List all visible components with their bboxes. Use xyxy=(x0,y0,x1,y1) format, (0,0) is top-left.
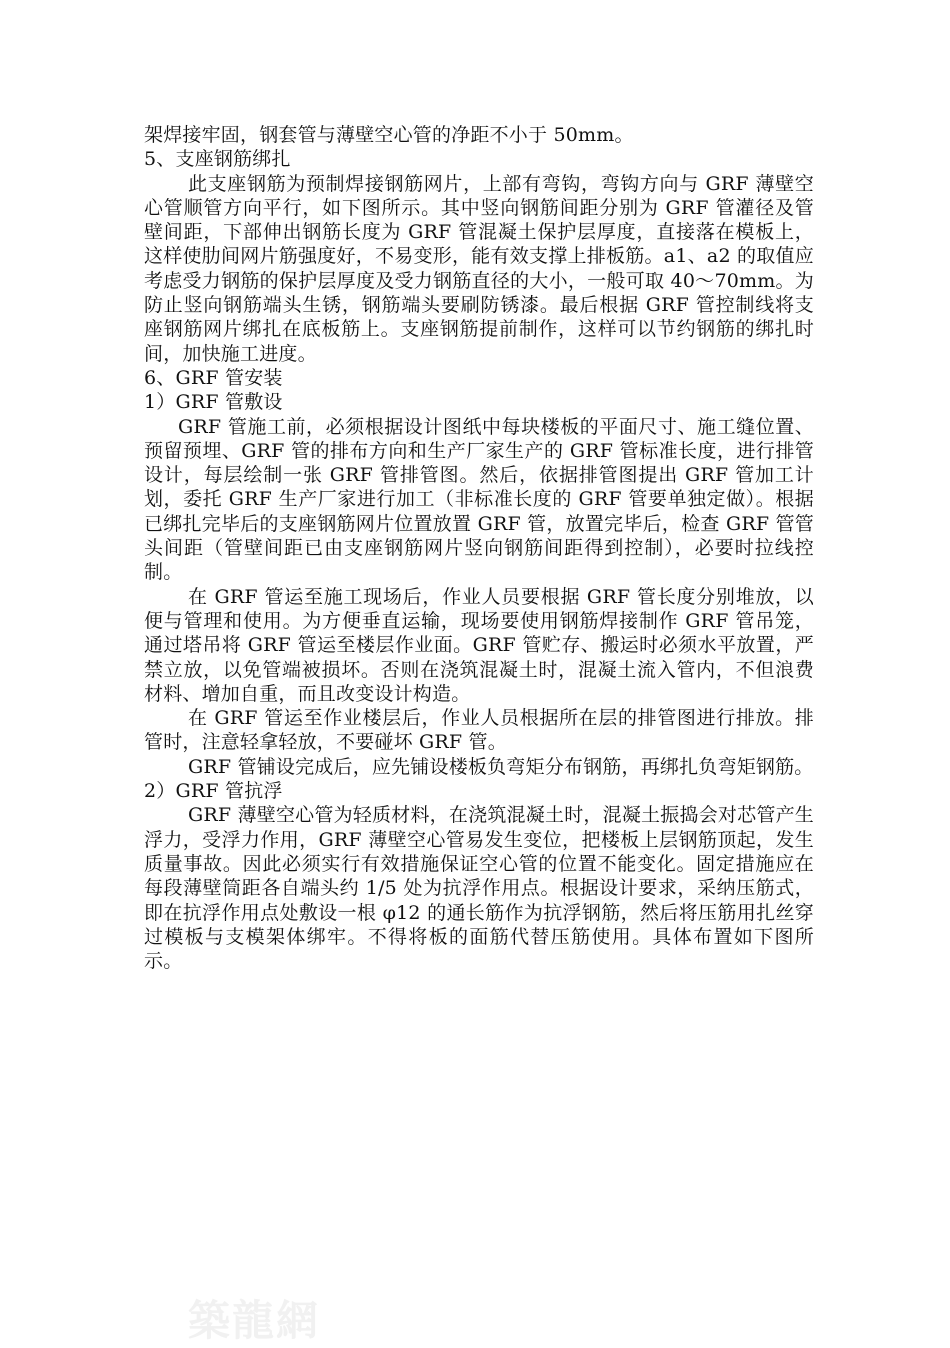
paragraph-grf-antifloat: GRF 薄壁空心管为轻质材料，在浇筑混凝土时，混凝土振捣会对芯管产生浮力，受浮力作用，GRF 薄壁空心管易发生变位，把楼板上层钢筋顶起，发生质量事故。因此必须实行有效措施保证空心管的位置不能变化。固定措施应在每段薄壁筒距各自端头约 1/5 处为抗浮作用点。根据设计要求，采纳压筋式，即在抗浮作用点处敷设一根 φ12 的通长筋作为抗浮钢筋，然后将压筋用扎丝穿过模板与支模架体绑牢。不得将板的面筋代替压筋使用。具体布置如下图所示。 xyxy=(144,804,814,973)
paragraph-continuation: 架焊接牢固，钢套管与薄壁空心管的净距不小于 50mm。 xyxy=(144,124,634,146)
paragraph-support-rebar: 此支座钢筋为预制焊接钢筋网片，上部有弯钩，弯钩方向与 GRF 薄壁空心管顺管方向平行，如下图所示。其中竖向钢筋间距分别为 GRF 管灌径及管壁间距，下部伸出钢筋长度为 GRF 管混凝土保护层厚度，直接落在模板上，这样使肋间网片筋强度好，不易变形，能有效支撑上排板筋。a1、a2 的取值应考虑受力钢筋的保护层厚度及受力钢筋直径的大小，一般可取 40～70mm。为防止竖向钢筋端头生锈，钢筋端头要刷防锈漆。最后根据 GRF 管控制线将支座钢筋网片绑扎在底板筋上。支座钢筋提前制作，这样可以节约钢筋的绑扎时间，加快施工进度。 xyxy=(144,172,814,365)
section-heading-6: 6、GRF 管安装 xyxy=(144,366,283,389)
section-heading-5: 5、支座钢筋绑扎 xyxy=(144,148,291,171)
watermark-logo: 築龍網 xyxy=(188,1296,321,1345)
subheading-grf-antifloat: 2）GRF 管抗浮 xyxy=(144,780,283,803)
paragraph-grf-laying-design: GRF 管施工前，必须根据设计图纸中每块楼板的平面尺寸、施工缝位置、预留预埋、GRF 管的排布方向和生产厂家生产的 GRF 管标准长度，进行排管设计，每层绘制一张 GRF 管排管图。然后，依据排管图提出 GRF 管加工计划，委托 GRF 生产厂家进行加工（非标准长度的 GRF 管要单独定做）。根据已绑扎完毕后的支座钢筋网片位置放置 GRF 管，放置完毕后，检查 GRF 管管头间距（管壁间距已由支座钢筋网片竖向钢筋间距得到控制），必要时拉线控制。 xyxy=(144,415,814,584)
subheading-grf-laying: 1）GRF 管敷设 xyxy=(144,391,283,414)
document-body xyxy=(144,123,814,973)
paragraph-grf-transport: 在 GRF 管运至施工现场后，作业人员要根据 GRF 管长度分别堆放，以便与管理和使用。为方便垂直运输，现场要使用钢筋焊接制作 GRF 管吊笼，通过塔吊将 GRF 管运至楼层作业面。GRF 管贮存、搬运时必须水平放置，严禁立放，以免管端被损坏。否则在浇筑混凝土时，混凝土流入管内，不但浪费材料、增加自重，而且改变设计构造。 xyxy=(144,585,814,705)
paragraph-grf-placement: 在 GRF 管运至作业楼层后，作业人员根据所在层的排管图进行排放。排管时，注意轻拿轻放，不要碰坏 GRF 管。 xyxy=(144,707,814,754)
paragraph-grf-rebar-after: GRF 管铺设完成后，应先铺设楼板负弯矩分布钢筋，再绑扎负弯矩钢筋。 xyxy=(188,755,814,778)
